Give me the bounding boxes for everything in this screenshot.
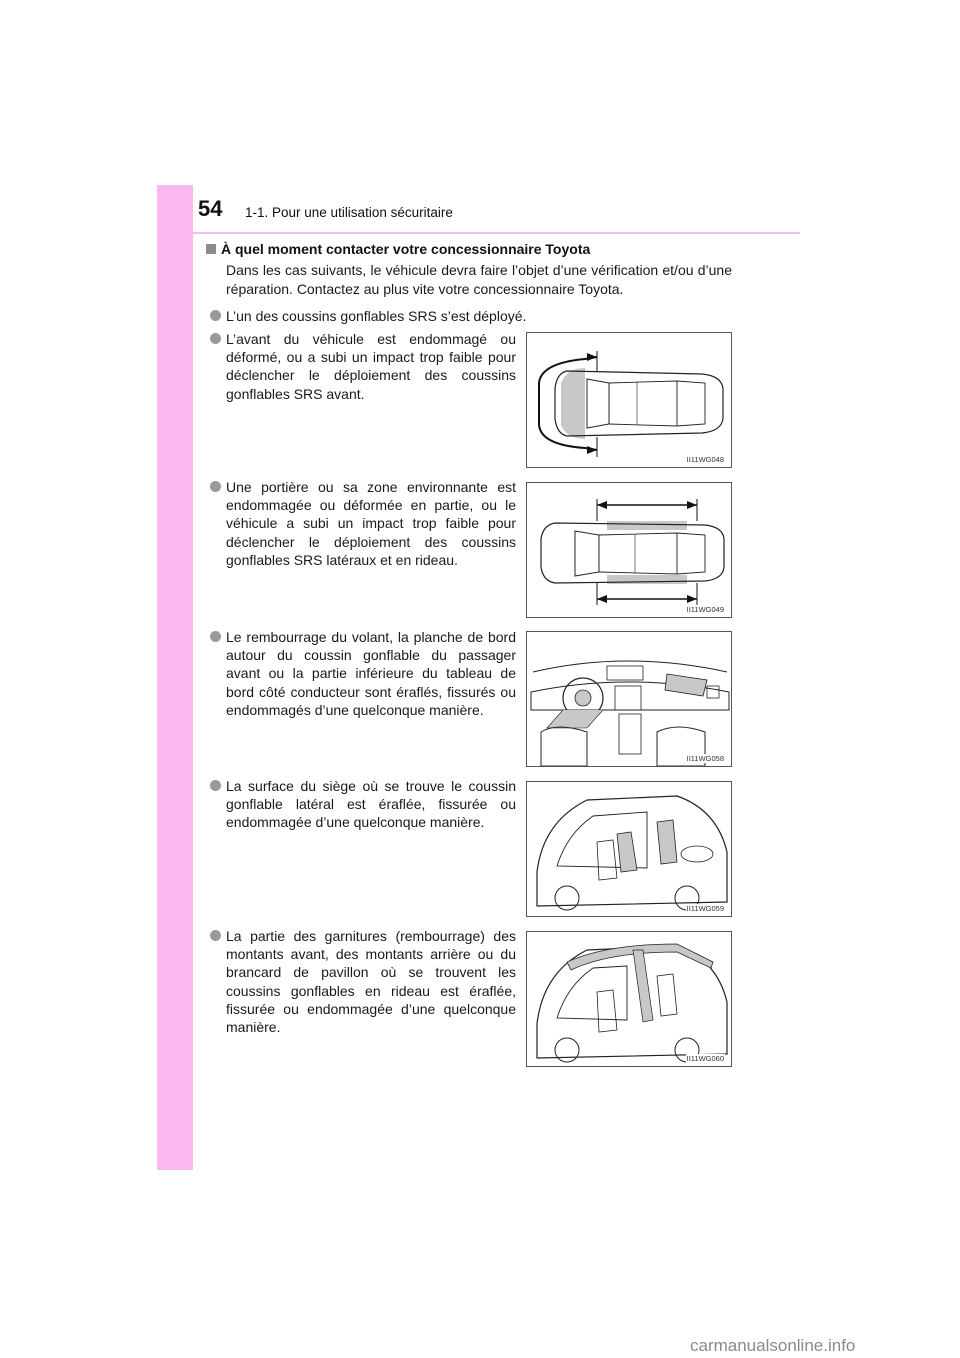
section-heading-text: À quel moment contacter votre concessionnaire Toyota <box>221 241 591 257</box>
car-top-view-front-illustration <box>527 333 732 468</box>
chapter-side-band <box>157 185 193 1170</box>
bullet-dot-icon <box>210 780 221 791</box>
figure-front-impact <box>526 332 732 468</box>
figure-code: II11WG058 <box>686 754 724 763</box>
bullet-text: L’un des coussins gonflables SRS s’est déployé. <box>226 308 527 324</box>
bullet-text: La partie des garnitures (rembourrage) des montants avant, des montants arrière ou du brancard de pavillon où se trouvent les coussins gonflables en rideau est éraflée, fissurée ou endommagée d’une quelconque manière. <box>226 928 516 1036</box>
curtain-airbag-illustration <box>527 932 732 1067</box>
intro-paragraph: Dans les cas suivants, le véhicule devra faire l’objet d’une vérification et/ou d’une réparation. Contactez au plus vite votre concessionnaire Toyota. <box>226 262 732 297</box>
bullet-item <box>210 777 516 832</box>
figure-code: II11WG048 <box>686 455 724 464</box>
bullet-text: Le rembourrage du volant, la planche de bord autour du coussin gonflable du passager avant ou la partie inférieure du tableau de bord côté conducteur sont éraflés, fissurés ou endommagés d’une quelconque manière. <box>226 629 516 718</box>
bullet-dot-icon <box>210 481 221 492</box>
figure-code: II11WG059 <box>686 904 724 913</box>
figure-dashboard <box>526 631 732 767</box>
figure-code: II11WG049 <box>686 605 724 614</box>
figure-code: II11WG060 <box>686 1054 724 1063</box>
bullet-item <box>210 307 740 325</box>
figure-side-seat <box>526 781 732 917</box>
section-heading <box>206 241 590 257</box>
page-number: 54 <box>198 196 223 221</box>
chapter-title: 1-1. Pour une utilisation sécuritaire <box>245 205 453 220</box>
figure-curtain <box>526 931 732 1067</box>
bullet-dot-icon <box>210 930 221 941</box>
bullet-dot-icon <box>210 631 221 642</box>
seat-side-airbag-illustration <box>527 782 732 917</box>
car-top-view-side-illustration <box>527 483 732 618</box>
dashboard-interior-illustration <box>527 632 732 767</box>
header-rule <box>193 232 800 234</box>
bullet-item <box>210 478 516 569</box>
bullet-text: Une portière ou sa zone environnante est endommagée ou déformée en partie, ou le véhicule a subi un impact trop faible pour déclencher le déploiement des coussins gonflables SRS latéraux et en rideau. <box>226 479 516 568</box>
figure-side-impact <box>526 482 732 618</box>
bullet-text: L’avant du véhicule est endommagé ou déformé, ou a subi un impact trop faible pour déclencher le déploiement des coussins gonflables SRS avant. <box>226 331 516 402</box>
bullet-dot-icon <box>210 310 221 321</box>
watermark-link[interactable]: carmanualsonline.info <box>690 1336 856 1355</box>
bullet-item <box>210 628 516 719</box>
bullet-item <box>210 330 516 403</box>
bullet-item <box>210 927 516 1036</box>
bullet-dot-icon <box>210 333 221 344</box>
bullet-text: La surface du siège où se trouve le coussin gonflable latéral est éraflée, fissurée ou endommagée d’une quelconque manière. <box>226 778 516 831</box>
heading-square-icon <box>206 244 216 254</box>
